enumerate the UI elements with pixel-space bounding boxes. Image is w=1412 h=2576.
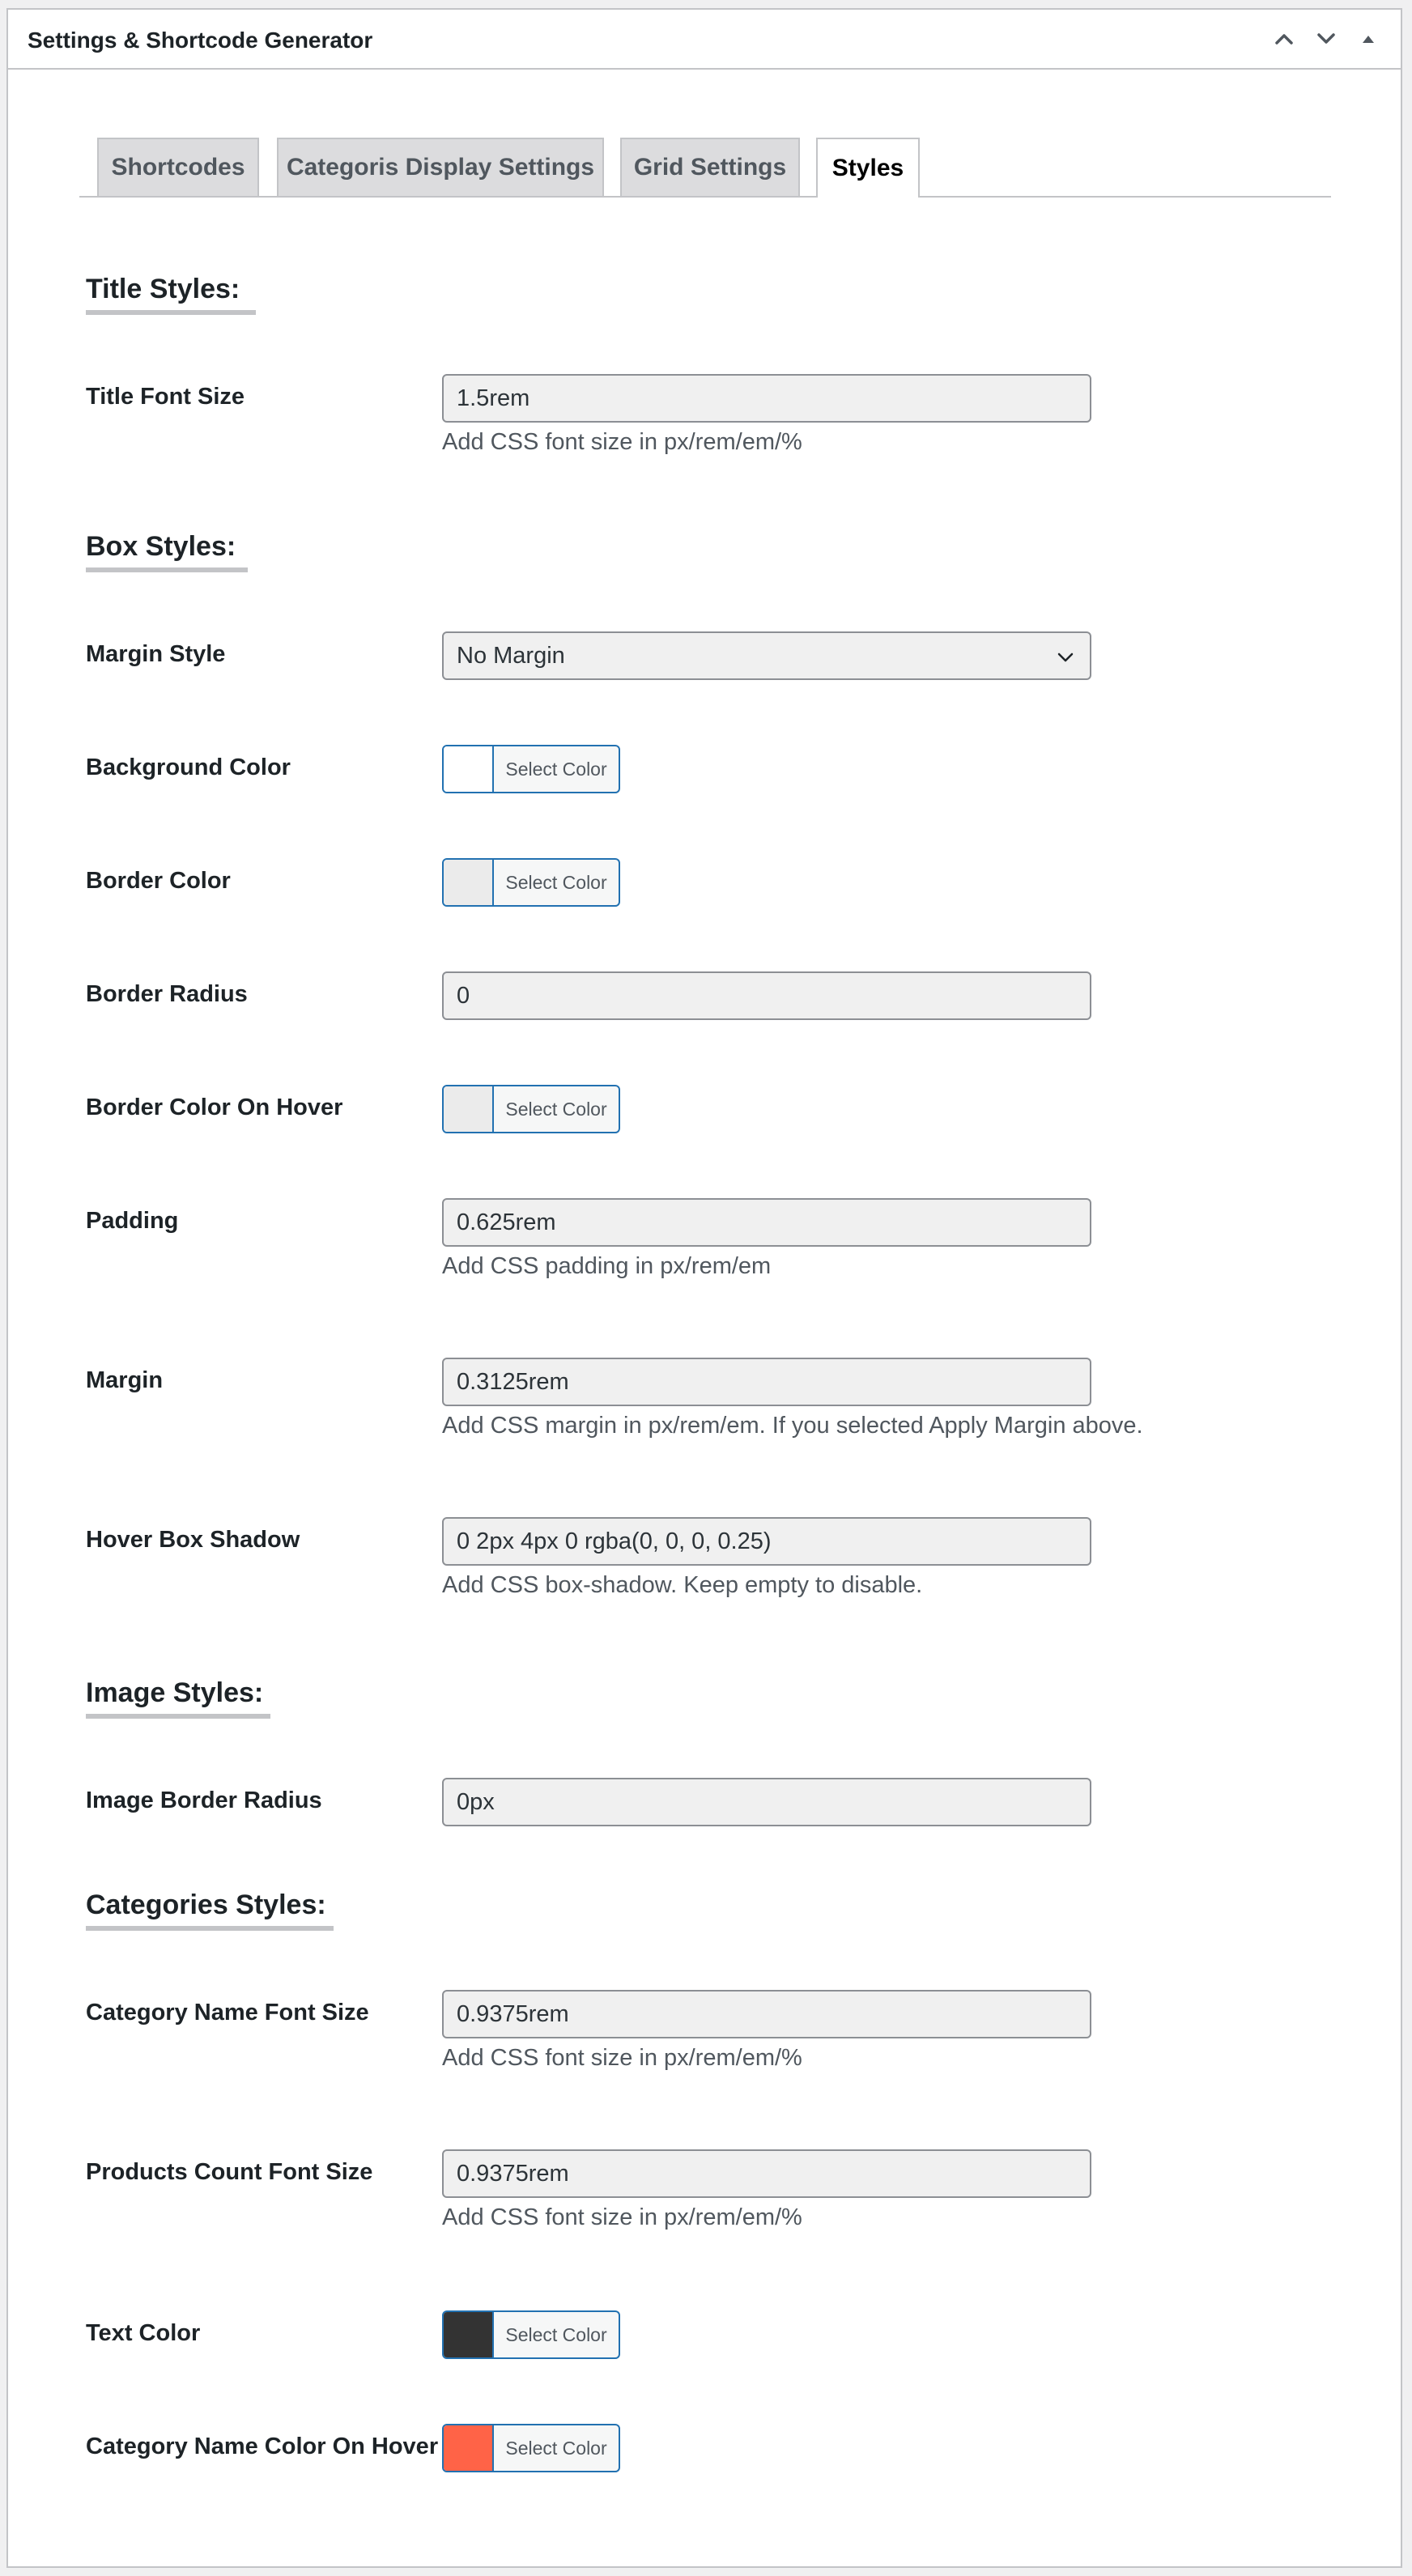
move-down-button[interactable] xyxy=(1305,21,1347,57)
background-color-label: Background Color xyxy=(86,755,291,780)
settings-panel xyxy=(6,8,1402,2568)
chevron-down-icon xyxy=(1056,648,1075,667)
border-color-hover-label: Border Color On Hover xyxy=(86,1095,343,1120)
products-count-font-size-input[interactable] xyxy=(442,2149,1091,2198)
section-title-styles: Title Styles: xyxy=(86,274,256,315)
border-radius-input[interactable] xyxy=(442,971,1091,1020)
panel-header xyxy=(8,10,1401,70)
border-radius-label: Border Radius xyxy=(86,981,248,1007)
padding-input[interactable] xyxy=(442,1198,1091,1247)
text-color-label: Text Color xyxy=(86,2320,201,2346)
border-color-label: Border Color xyxy=(86,868,231,894)
select-color-label: Select Color xyxy=(505,871,607,893)
hover-box-shadow-label: Hover Box Shadow xyxy=(86,1527,300,1553)
panel-actions xyxy=(1263,21,1389,57)
text-color-swatch xyxy=(444,2312,494,2357)
section-box-styles: Box Styles: xyxy=(86,531,248,572)
section-categories-styles: Categories Styles: xyxy=(86,1889,334,1931)
margin-style-select[interactable] xyxy=(442,631,1091,680)
image-border-radius-label: Image Border Radius xyxy=(86,1787,322,1813)
border-color-hover-picker[interactable] xyxy=(442,1085,620,1133)
category-name-font-size-input[interactable] xyxy=(442,1990,1091,2038)
border-color-hover-swatch xyxy=(444,1086,494,1132)
margin-style-value: No Margin xyxy=(457,642,565,669)
category-name-font-size-label: Category Name Font Size xyxy=(86,2000,369,2026)
category-name-color-hover-picker[interactable] xyxy=(442,2424,620,2472)
hover-box-shadow-description: Add CSS box-shadow. Keep empty to disable. xyxy=(442,1572,923,1598)
image-border-radius-input[interactable] xyxy=(442,1778,1091,1826)
margin-style-label: Margin Style xyxy=(86,641,226,667)
panel-body xyxy=(8,70,1401,2566)
chevron-down-icon xyxy=(1315,28,1338,50)
select-color-label: Select Color xyxy=(505,2437,607,2459)
tab-styles[interactable]: Styles xyxy=(816,138,920,198)
padding-description: Add CSS padding in px/rem/em xyxy=(442,1253,772,1279)
margin-input[interactable] xyxy=(442,1358,1091,1406)
tab-categoris-display-settings[interactable]: Categoris Display Settings xyxy=(277,138,604,196)
border-color-picker[interactable] xyxy=(442,858,620,907)
title-font-size-description: Add CSS font size in px/rem/em/% xyxy=(442,429,802,455)
title-font-size-label: Title Font Size xyxy=(86,384,245,410)
margin-description: Add CSS margin in px/rem/em. If you selected Apply Margin above. xyxy=(442,1413,1143,1439)
chevron-up-icon xyxy=(1273,28,1295,50)
tab-grid-settings[interactable]: Grid Settings xyxy=(620,138,800,196)
move-up-button[interactable] xyxy=(1263,21,1305,57)
select-color-label: Select Color xyxy=(505,1098,607,1120)
category-name-color-hover-swatch xyxy=(444,2425,494,2471)
tab-shortcodes[interactable]: Shortcodes xyxy=(97,138,259,196)
products-count-font-size-label: Products Count Font Size xyxy=(86,2159,373,2185)
border-color-swatch xyxy=(444,860,494,905)
category-name-color-hover-label: Category Name Color On Hover xyxy=(86,2434,439,2459)
text-color-picker[interactable] xyxy=(442,2310,620,2359)
title-font-size-input[interactable] xyxy=(442,374,1091,423)
tab-bar xyxy=(79,138,1331,198)
triangle-up-icon xyxy=(1360,31,1376,47)
select-color-label: Select Color xyxy=(505,2323,607,2345)
products-count-font-size-description: Add CSS font size in px/rem/em/% xyxy=(442,2204,802,2230)
category-name-font-size-description: Add CSS font size in px/rem/em/% xyxy=(442,2045,802,2071)
select-color-label: Select Color xyxy=(505,758,607,780)
background-color-swatch xyxy=(444,746,494,792)
hover-box-shadow-input[interactable] xyxy=(442,1517,1091,1566)
background-color-picker[interactable] xyxy=(442,745,620,793)
margin-label: Margin xyxy=(86,1367,164,1393)
padding-label: Padding xyxy=(86,1208,179,1234)
panel-title: Settings & Shortcode Generator xyxy=(28,28,373,53)
section-image-styles: Image Styles: xyxy=(86,1677,270,1719)
toggle-panel-button[interactable] xyxy=(1347,21,1389,57)
